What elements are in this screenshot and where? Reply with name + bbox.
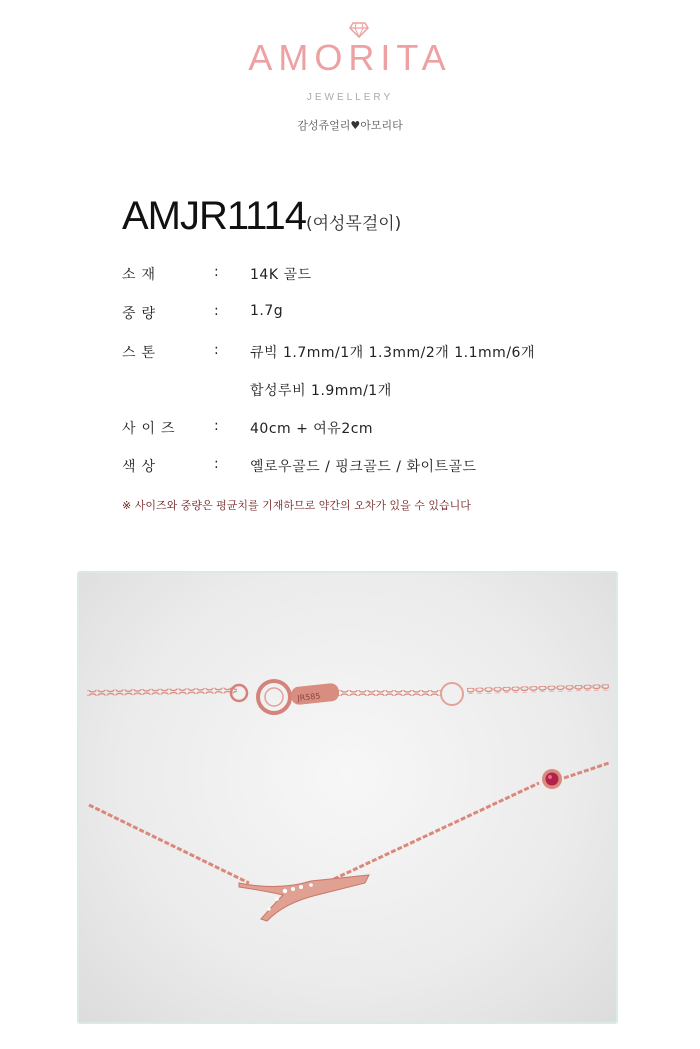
- product-code: AMJR1114: [122, 194, 306, 238]
- spec-value: 14K 골드: [250, 267, 312, 283]
- brand-header: [0, 38, 700, 133]
- spec-label: 사이즈: [122, 421, 181, 437]
- spec-value: 40cm + 여유2cm: [250, 421, 374, 437]
- brand-logo: [248, 38, 451, 78]
- spec-label: 소재: [122, 267, 162, 283]
- spec-value: 옐로우골드 / 핑크골드 / 화이트골드: [250, 459, 477, 475]
- spec-value: 큐빅 1.7mm/1개 1.3mm/2개 1.1mm/6개: [250, 345, 535, 361]
- clasp-engraving: JR585: [296, 691, 321, 703]
- spec-value: 합성루비 1.9mm/1개: [250, 383, 392, 399]
- spec-label: 스톤: [122, 345, 162, 361]
- spec-value: 1.7g: [250, 303, 284, 319]
- product-category: (여성목걸이): [305, 214, 402, 234]
- slogan-left: 감성쥬얼리: [297, 119, 351, 132]
- diamond-icon: [349, 22, 369, 38]
- slogan-right: 아모리타: [360, 119, 403, 132]
- product-title: [122, 194, 401, 239]
- spec-colon: :: [214, 303, 219, 319]
- spec-colon: :: [214, 456, 219, 472]
- spec-label: 중량: [122, 306, 162, 322]
- product-photo: [77, 571, 618, 1024]
- spec-label: 색상: [122, 459, 162, 475]
- spec-colon: :: [214, 418, 219, 434]
- spec-colon: :: [214, 264, 219, 280]
- brand-name: AMORITA: [248, 37, 452, 78]
- brand-slogan: [0, 117, 700, 133]
- disclaimer-note: ※ 사이즈와 중량은 평균치를 기재하므로 약간의 오차가 있을 수 있습니다: [122, 499, 471, 512]
- heart-icon: ♥: [350, 119, 361, 132]
- brand-subtitle: JEWELLERY: [306, 92, 394, 103]
- spec-colon: :: [214, 342, 219, 358]
- necklace-image: [79, 573, 616, 1022]
